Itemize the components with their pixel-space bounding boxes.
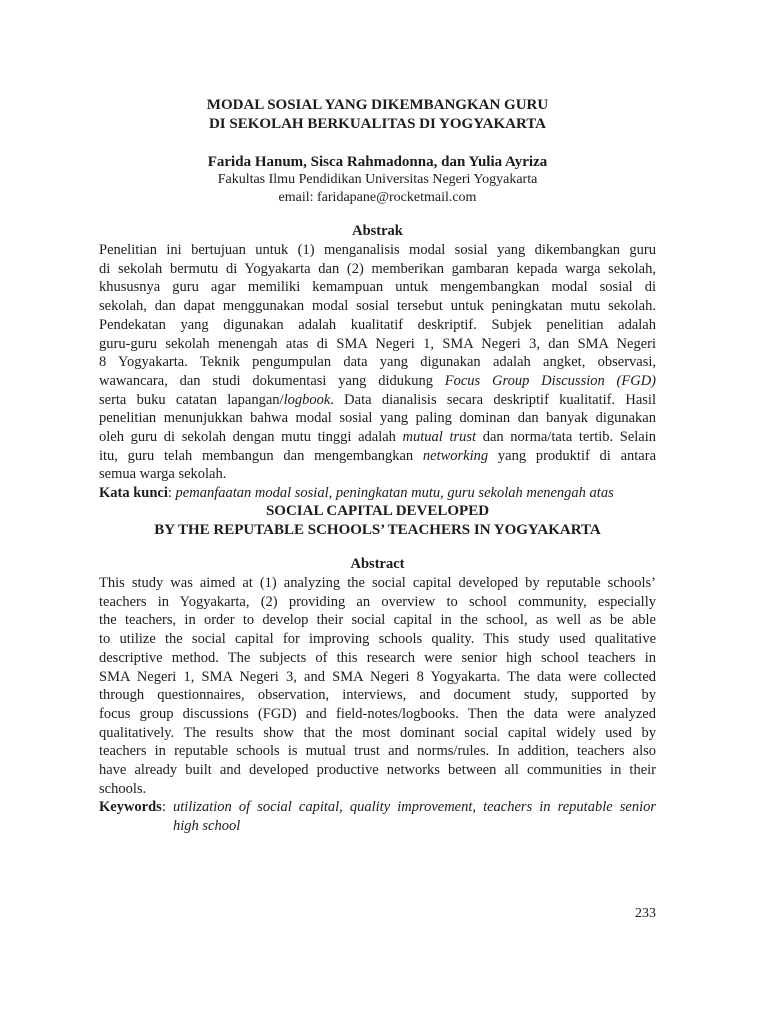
abstract-body <box>99 574 656 836</box>
abstract-line: teachers in reputable schools is mutual trust and norms/rules. In addition, teachers also <box>99 743 656 760</box>
kata-kunci-separator: : <box>167 485 176 502</box>
abstract-line: to utilize the social capital for improving schools quality. This study used qualitative <box>99 631 656 648</box>
abstrak-line: Penelitian ini bertujuan untuk (1) menganalisis modal sosial yang dikembangkan guru <box>99 242 656 258</box>
abstrak-line: di sekolah bermutu di Yogyakarta dan (2) memberikan gambaran kepada warga sekolah, <box>99 260 656 277</box>
abstrak-text: . Data dianalisis secara deskriptif kualitatif. Hasil <box>330 391 656 408</box>
indonesian-title <box>99 96 656 134</box>
abstrak-italic-term: logbook <box>283 391 331 408</box>
abstrak-line: penelitian menunjukkan bahwa modal sosial yang paling dominan dan banyak digunakan <box>99 410 656 427</box>
abstract-line: qualitatively. The results show that the most dominant social capital widely used by <box>99 724 656 741</box>
abstrak-text: serta buku catatan lapangan/ <box>99 391 284 408</box>
keywords <box>99 798 656 817</box>
abstract-line: teachers in Yogyakarta, (2) providing an overview to school community, especially <box>99 593 656 610</box>
abstract-line: the teachers, in order to develop their social capital in the school, as well as be able <box>99 612 656 629</box>
english-title <box>99 502 656 540</box>
abstrak-italic-term: mutual trust <box>402 429 477 446</box>
abstract-line: through questionnaires, observation, interviews, and document study, supported by <box>99 687 656 704</box>
keywords-separator: : <box>161 799 173 816</box>
abstrak-line: 8 Yogyakarta. Teknik pengumpulan data yang digunakan adalah angket, observasi, <box>99 354 656 371</box>
kata-kunci <box>99 484 656 503</box>
abstract-line: This study was aimed at (1) analyzing the social capital developed by reputable schools’ <box>99 575 656 591</box>
abstrak-line: guru-guru sekolah menengah atas di SMA Negeri 1, SMA Negeri 3, dan SMA Negeri <box>99 335 656 352</box>
english-title-line-1: SOCIAL CAPITAL DEVELOPED <box>265 503 490 519</box>
abstrak-line <box>99 428 656 447</box>
abstract-line: SMA Negeri 1, SMA Negeri 3, and SMA Negeri 8 Yogyakarta. The data were collected <box>99 668 656 685</box>
kata-kunci-value: pemanfaatan modal sosial, peningkatan mutu, guru sekolah menengah atas <box>175 485 614 502</box>
english-title-line-2: BY THE REPUTABLE SCHOOLS’ TEACHERS IN YOGYAKARTA <box>154 522 601 538</box>
page-number: 233 <box>635 906 656 921</box>
abstract-line: have already built and developed productive networks between all communities in their <box>99 762 656 779</box>
abstract-line: schools. <box>99 780 147 797</box>
abstrak-body <box>99 241 656 503</box>
abstrak-heading: Abstrak <box>352 223 403 239</box>
abstract-line: focus group discussions (FGD) and field-notes/logbooks. Then the data were analyzed <box>99 705 656 722</box>
abstrak-text: yang produktif di antara <box>488 447 657 464</box>
keywords-continuation: high school <box>173 818 241 835</box>
affiliation: Fakultas Ilmu Pendidikan Universitas Negeri Yogyakarta <box>217 172 538 187</box>
indonesian-title-line-2: DI SEKOLAH BERKUALITAS DI YOGYAKARTA <box>208 116 547 132</box>
abstrak-line: khususnya guru agar memiliki kemampuan untuk mengembangkan modal sosial di <box>99 279 656 296</box>
abstract-heading: Abstract <box>350 556 405 572</box>
keywords-label: Keywords <box>99 799 162 816</box>
abstrak-text: itu, guru telah membangun dan mengembangkan <box>99 447 423 464</box>
abstrak-line: Pendekatan yang digunakan adalah kualitatif deskriptif. Subjek penelitian adalah <box>99 316 656 333</box>
abstrak-text: oleh guru di sekolah dengan mutu tinggi adalah <box>99 429 403 446</box>
abstrak-line <box>99 447 656 466</box>
abstrak-text: dan norma/tata tertib. Selain <box>476 429 657 446</box>
indonesian-title-line-1: MODAL SOSIAL YANG DIKEMBANGKAN GURU <box>206 97 549 113</box>
keywords-value: utilization of social capital, quality improvement, teachers in reputable senior <box>172 799 656 816</box>
abstrak-line: semua warga sekolah. <box>99 466 227 483</box>
abstract-line: descriptive method. The subjects of this research were senior high school teachers in <box>99 649 656 666</box>
abstrak-line <box>99 372 656 391</box>
kata-kunci-label: Kata kunci <box>99 485 168 502</box>
abstrak-line <box>99 391 656 410</box>
abstrak-line: sekolah, dan dapat menggunakan modal sosial tersebut untuk peningkatan mutu sekolah. <box>99 298 656 315</box>
email: email: faridapane@rocketmail.com <box>278 190 477 205</box>
abstrak-italic-term: networking <box>422 447 489 464</box>
abstrak-text: wawancara, dan studi dokumentasi yang didukung <box>99 372 445 389</box>
authors: Farida Hanum, Sisca Rahmadonna, dan Yulia Ayriza <box>207 154 548 170</box>
abstrak-italic-term: Focus Group Discussion (FGD) <box>444 372 656 389</box>
